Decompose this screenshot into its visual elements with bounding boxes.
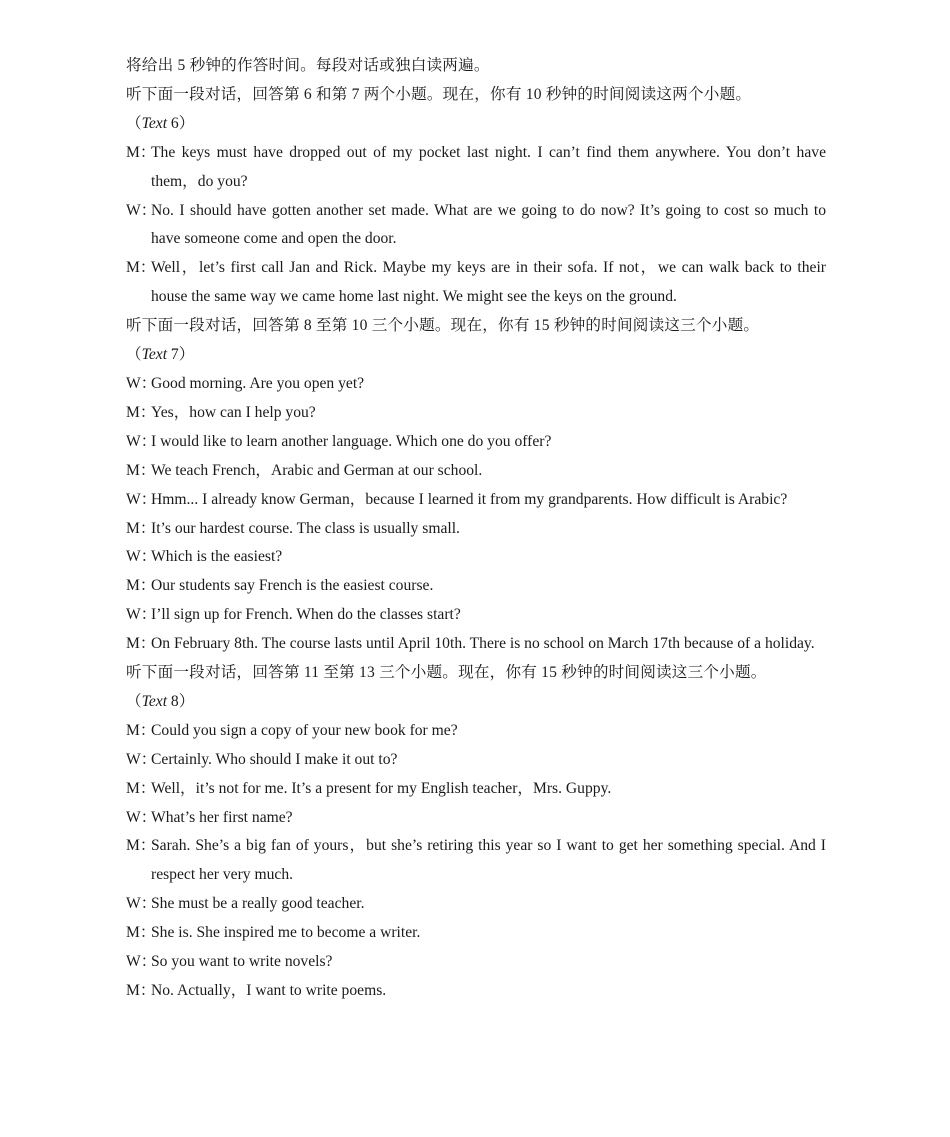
dialogue-turn bbox=[126, 543, 826, 572]
label-num: 6） bbox=[167, 114, 195, 132]
dialogue-turn bbox=[126, 775, 826, 804]
utterance: She is. She inspired me to become a writer. bbox=[151, 924, 421, 942]
speaker: M： bbox=[126, 259, 156, 277]
speaker: M： bbox=[126, 577, 156, 595]
dialogue-turn bbox=[126, 630, 826, 659]
dialogue-turn bbox=[126, 717, 826, 746]
label-word: Text bbox=[141, 114, 168, 132]
utterance: She must be a really good teacher. bbox=[151, 895, 365, 913]
speaker: M： bbox=[126, 721, 156, 739]
utterance: No. Actually，I want to write poems. bbox=[151, 982, 387, 999]
label-num: 8） bbox=[167, 692, 195, 710]
speaker: M： bbox=[126, 519, 156, 537]
dialogue-turn bbox=[126, 254, 826, 312]
dialogue-turn bbox=[126, 890, 826, 919]
utterance: I’ll sign up for French. When do the classes start? bbox=[151, 606, 461, 624]
speaker: W： bbox=[126, 808, 157, 826]
utterance: Yes，how can I help you? bbox=[151, 403, 316, 421]
document-page bbox=[126, 52, 826, 1006]
instruction-line: 听下面一段对话，回答第 8 至第 10 三个小题。现在，你有 15 秒钟的时间阅读这三个小题。 bbox=[126, 317, 760, 335]
label-open: （ bbox=[126, 346, 142, 364]
dialogue-turn bbox=[126, 948, 826, 977]
utterance: What’s her first name? bbox=[151, 808, 293, 826]
utterance: Good morning. Are you open yet? bbox=[151, 374, 365, 392]
utterance: I would like to learn another language. Which one do you offer? bbox=[151, 432, 552, 450]
dialogue-turn bbox=[126, 572, 826, 601]
speaker: W： bbox=[126, 490, 157, 508]
speaker: W： bbox=[126, 201, 157, 219]
label-word: Text bbox=[141, 692, 168, 710]
utterance: So you want to write novels? bbox=[151, 953, 333, 971]
speaker: W： bbox=[126, 432, 157, 450]
utterance: Could you sign a copy of your new book for me? bbox=[151, 721, 458, 739]
speaker: W： bbox=[126, 374, 157, 392]
speaker: W： bbox=[126, 548, 157, 566]
speaker: M： bbox=[126, 143, 156, 161]
utterance: Sarah. She’s a big fan of yours，but she’s retiring this year so I want to get her something special. And I respect her very much. bbox=[151, 837, 826, 884]
speaker: M： bbox=[126, 461, 156, 479]
utterance: We teach French，Arabic and German at our school. bbox=[151, 461, 483, 479]
dialogue-turn bbox=[126, 399, 826, 428]
label-word: Text bbox=[141, 346, 168, 364]
speaker: M： bbox=[126, 837, 156, 855]
dialogue-turn bbox=[126, 197, 826, 255]
utterance: Well，let’s first call Jan and Rick. Maybe my keys are in their sofa. If not，we can walk back to their house the same way we came home last night. We might see the keys on the ground. bbox=[151, 259, 826, 306]
section-label-text8 bbox=[126, 688, 826, 717]
instruction-line: 听下面一段对话，回答第 11 至第 13 三个小题。现在，你有 15 秒钟的时间阅读这三个小题。 bbox=[126, 664, 767, 682]
dialogue-turn bbox=[126, 919, 826, 948]
dialogue-turn bbox=[126, 832, 826, 890]
dialogue-turn bbox=[126, 486, 826, 515]
dialogue-turn bbox=[126, 370, 826, 399]
utterance: Hmm... I already know German，because I learned it from my grandparents. How difficult is Arabic? bbox=[151, 490, 788, 508]
instruction-line: 听下面一段对话，回答第 6 和第 7 两个小题。现在，你有 10 秒钟的时间阅读这两个小题。 bbox=[126, 85, 752, 103]
speaker: M： bbox=[126, 403, 156, 421]
dialogue-turn bbox=[126, 139, 826, 197]
speaker: W： bbox=[126, 750, 157, 768]
speaker: M： bbox=[126, 779, 156, 797]
dialogue-turn bbox=[126, 457, 826, 486]
utterance: Well，it’s not for me. It’s a present for my English teacher，Mrs. Guppy. bbox=[151, 779, 612, 797]
dialogue-turn bbox=[126, 804, 826, 833]
label-open: （ bbox=[126, 114, 142, 132]
dialogue-turn bbox=[126, 746, 826, 775]
dialogue-turn bbox=[126, 977, 826, 1006]
utterance: Our students say French is the easiest course. bbox=[151, 577, 434, 595]
dialogue-turn bbox=[126, 428, 826, 457]
label-open: （ bbox=[126, 692, 142, 710]
utterance: It’s our hardest course. The class is usually small. bbox=[151, 519, 460, 537]
speaker: W： bbox=[126, 953, 157, 971]
speaker: M： bbox=[126, 635, 156, 653]
section-label-text6 bbox=[126, 110, 826, 139]
instruction-line: 将给出 5 秒钟的作答时间。每段对话或独白读两遍。 bbox=[126, 57, 490, 74]
utterance: No. I should have gotten another set made. What are we going to do now? It’s going to cost so much to have someone come and open the door. bbox=[151, 201, 826, 248]
dialogue-turn bbox=[126, 515, 826, 544]
utterance: Certainly. Who should I make it out to? bbox=[151, 750, 398, 768]
utterance: On February 8th. The course lasts until April 10th. There is no school on March 17th because of a holiday. bbox=[151, 635, 815, 653]
utterance: The keys must have dropped out of my pocket last night. I can’t find them anywhere. You don’t have them，do you? bbox=[151, 143, 826, 190]
section-label-text7 bbox=[126, 341, 826, 370]
speaker: W： bbox=[126, 606, 157, 624]
utterance: Which is the easiest? bbox=[151, 548, 283, 566]
label-num: 7） bbox=[167, 346, 195, 364]
speaker: M： bbox=[126, 924, 156, 942]
dialogue-turn bbox=[126, 601, 826, 630]
speaker: M： bbox=[126, 982, 156, 999]
speaker: W： bbox=[126, 895, 157, 913]
